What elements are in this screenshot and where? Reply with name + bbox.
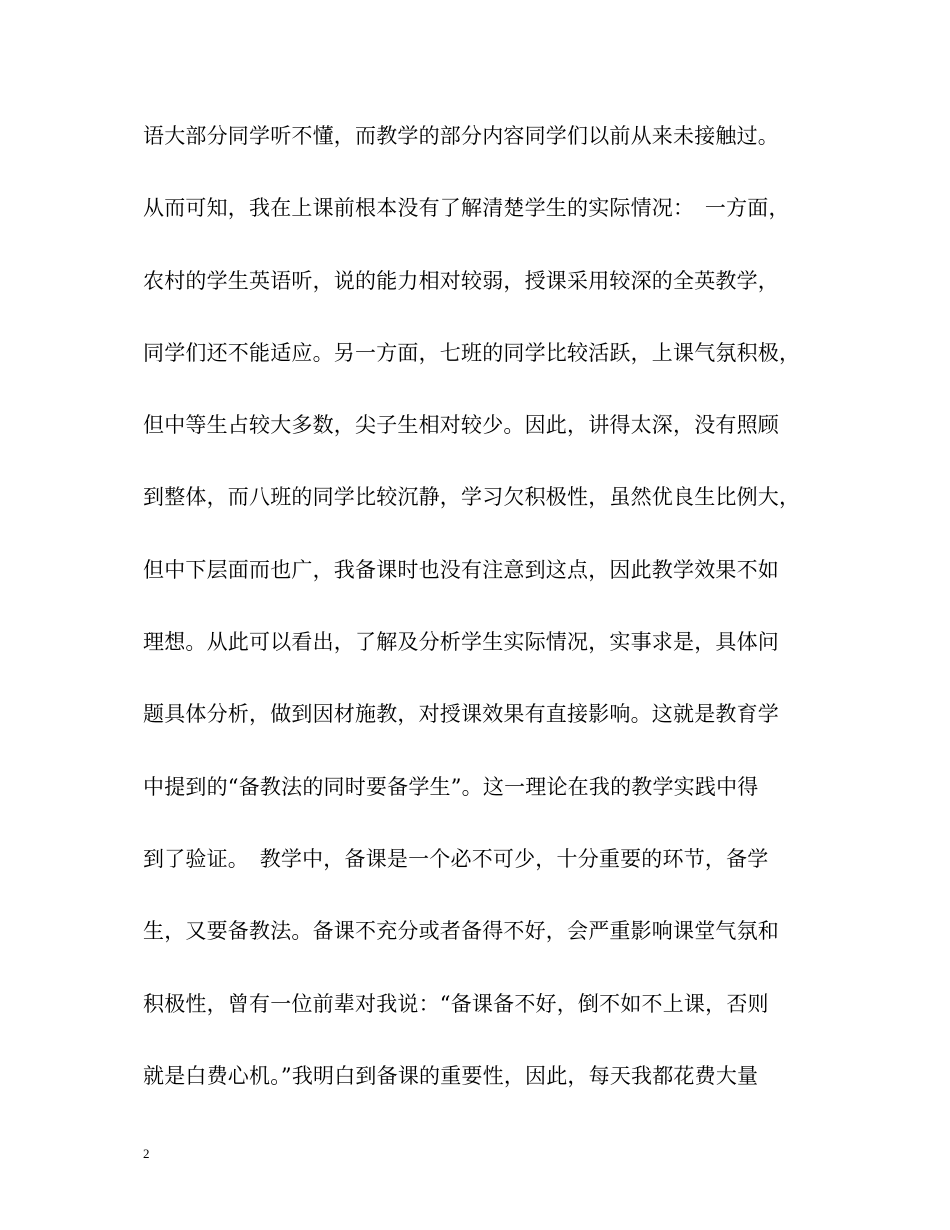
text-line: 题具体分析，做到因材施教，对授课效果有直接影响。这就是教育学 bbox=[143, 702, 779, 727]
text-line: 到了验证。 教学中，备课是一个必不可少，十分重要的环节，备学 bbox=[143, 846, 769, 871]
text-line: 到整体，而八班的同学比较沉静，学习欠积极性，虽然优良生比例大， bbox=[143, 485, 801, 510]
text-line: 语大部分同学听不懂，而教学的部分内容同学们以前从来未接触过。 bbox=[143, 124, 779, 148]
body-text bbox=[143, 122, 823, 1134]
text-line: 中提到的“备教法的同时要备学生”。这一理论在我的教学实践中得 bbox=[143, 774, 759, 799]
text-line: 从而可知，我在上课前根本没有了解清楚学生的实际情况： 一方面， bbox=[143, 196, 790, 221]
page-number: 2 bbox=[143, 1146, 150, 1161]
text-line: 理想。从此可以看出，了解及分析学生实际情况，实事求是，具体问 bbox=[143, 630, 779, 655]
text-line: 生，又要备教法。备课不充分或者备得不好，会严重影响课堂气氛和 bbox=[143, 919, 779, 944]
text-line: 但中等生占较大多数，尖子生相对较少。因此，讲得太深，没有照顾 bbox=[143, 413, 779, 438]
text-line: 但中下层面而也广，我备课时也没有注意到这点，因此教学效果不如 bbox=[143, 557, 779, 582]
text-line: 同学们还不能适应。另一方面，七班的同学比较活跃，上课气氛积极， bbox=[143, 340, 801, 365]
text-line: 积极性，曾有一位前辈对我说：“备课备不好，倒不如不上课，否则 bbox=[143, 991, 769, 1016]
text-line: 农村的学生英语听，说的能力相对较弱，授课采用较深的全英教学， bbox=[143, 268, 779, 293]
text-line: 就是白费心机。”我明白到备课的重要性，因此，每天我都花费大量 bbox=[143, 1063, 759, 1088]
